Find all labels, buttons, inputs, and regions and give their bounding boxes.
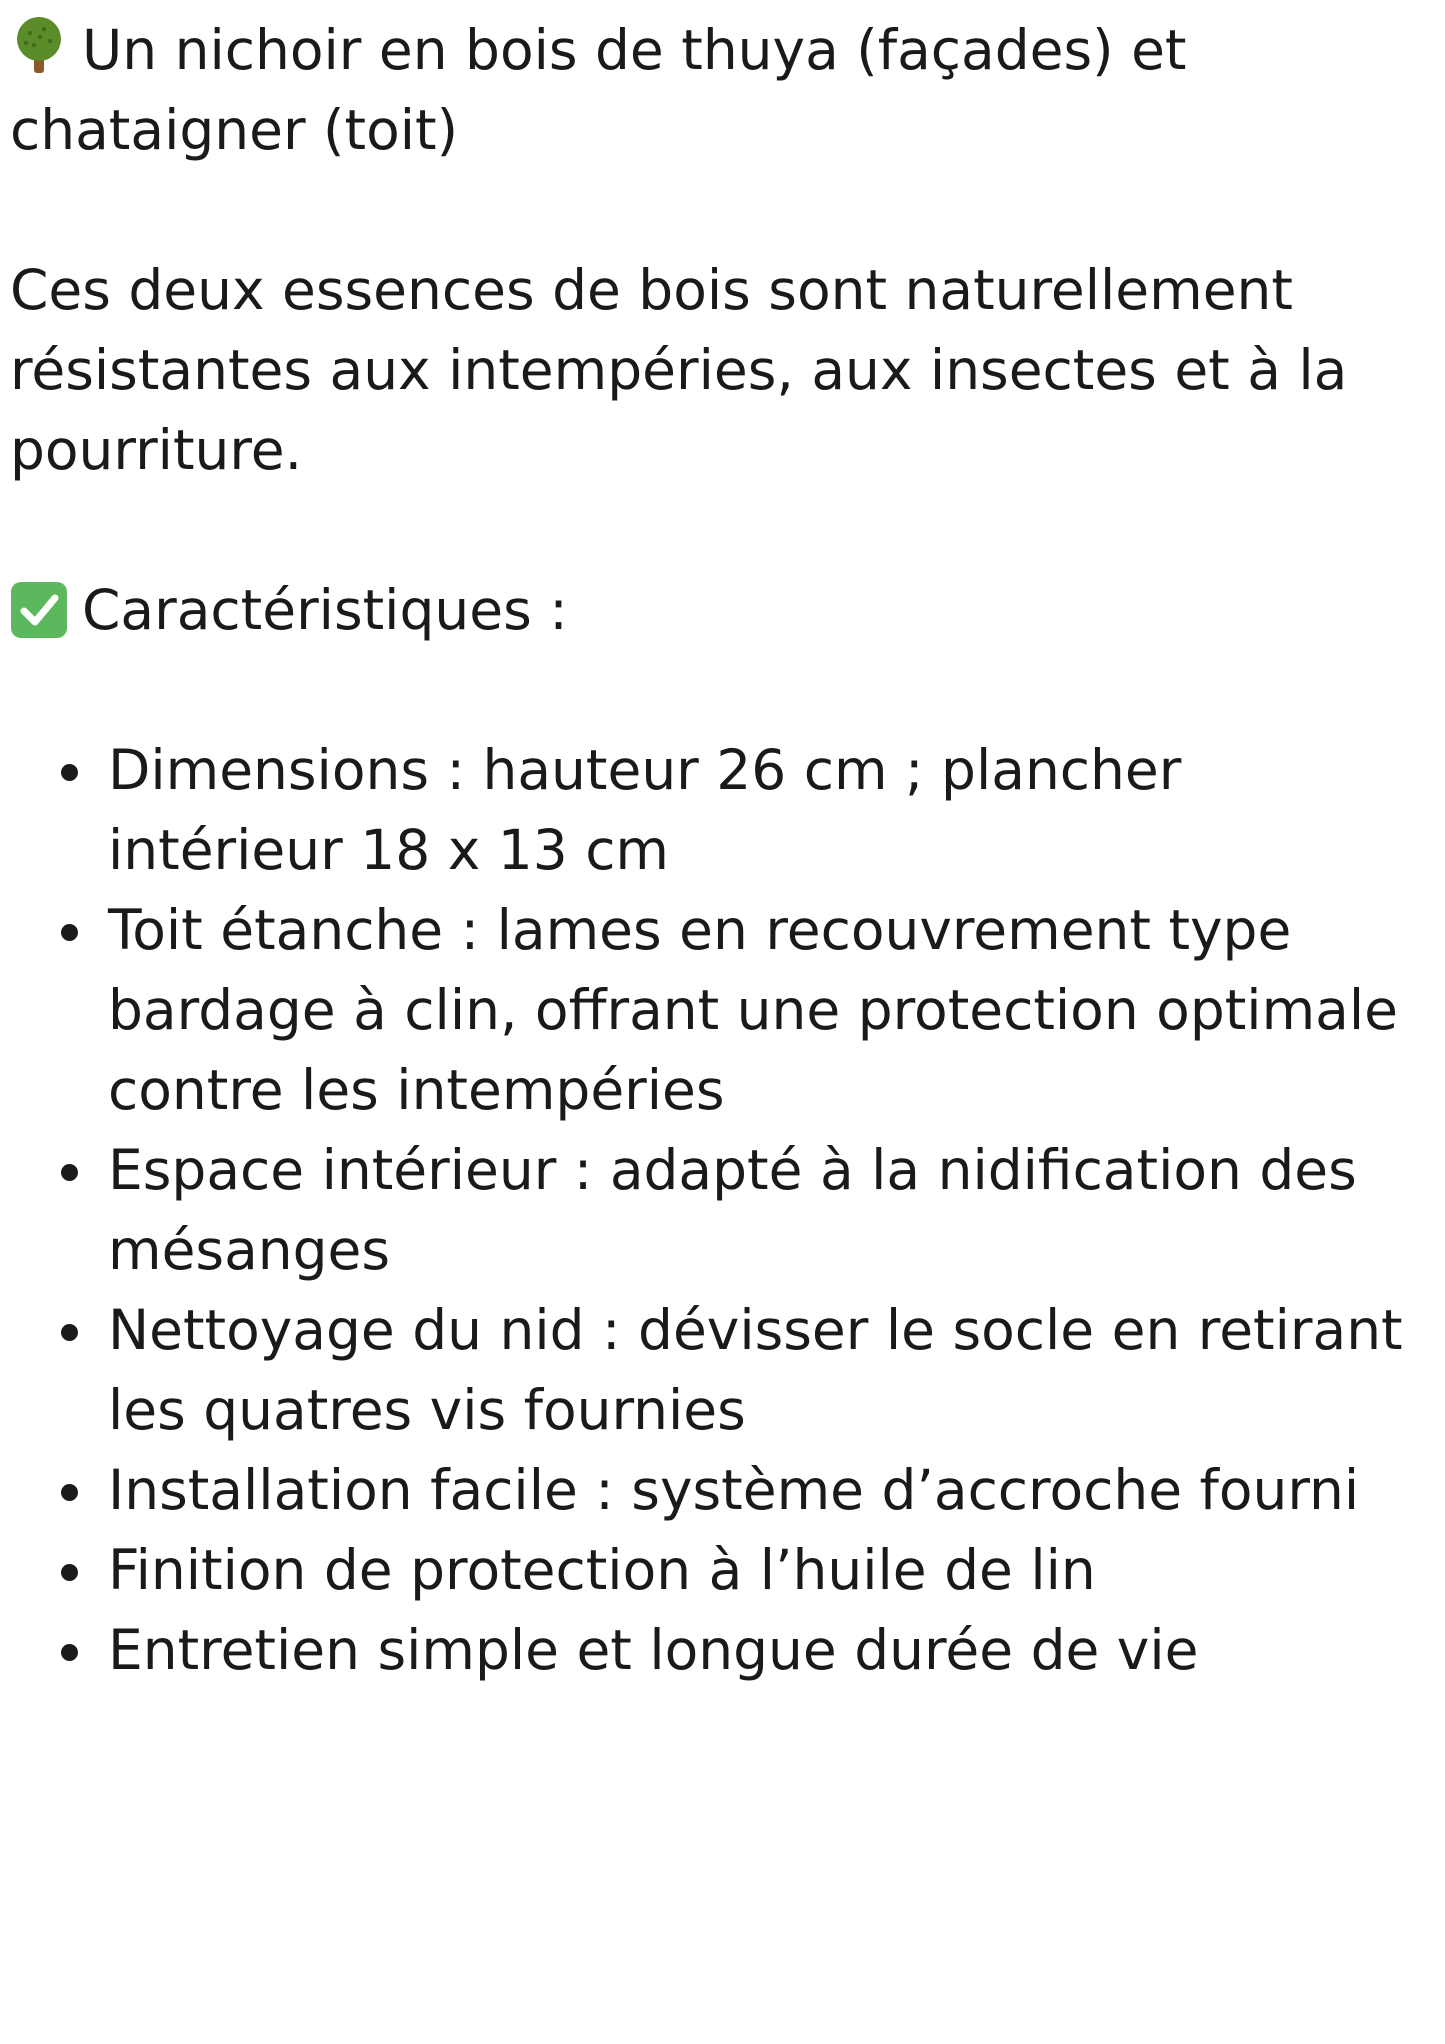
intro-paragraph: Ces deux essences de bois sont naturellement résistantes aux intempéries, aux insectes et à la pourriture. xyxy=(10,258,1348,482)
list-item: Dimensions : hauteur 26 cm ; plancher intérieur 18 x 13 cm xyxy=(108,730,1430,890)
list-item: Toit étanche : lames en recouvrement type bardage à clin, offrant une protection optimale contre les intempéries xyxy=(108,890,1430,1130)
features-heading xyxy=(10,570,1430,650)
headline-text: Un nichoir en bois de thuya (façades) et chataigner (toit) xyxy=(10,18,1187,162)
deciduous-tree-icon xyxy=(10,15,68,75)
list-item: Espace intérieur : adapté à la nidification des mésanges xyxy=(108,1130,1430,1290)
check-mark-button-icon xyxy=(10,581,68,639)
list-item: Finition de protection à l’huile de lin xyxy=(108,1530,1430,1610)
product-description xyxy=(10,10,1430,1690)
features-list xyxy=(10,730,1430,1690)
headline xyxy=(10,10,1430,170)
list-item: Installation facile : système d’accroche fourni xyxy=(108,1450,1430,1530)
list-item: Nettoyage du nid : dévisser le socle en retirant les quatres vis fournies xyxy=(108,1290,1430,1450)
features-heading-text: Caractéristiques : xyxy=(82,578,568,642)
list-item: Entretien simple et longue durée de vie xyxy=(108,1610,1430,1690)
